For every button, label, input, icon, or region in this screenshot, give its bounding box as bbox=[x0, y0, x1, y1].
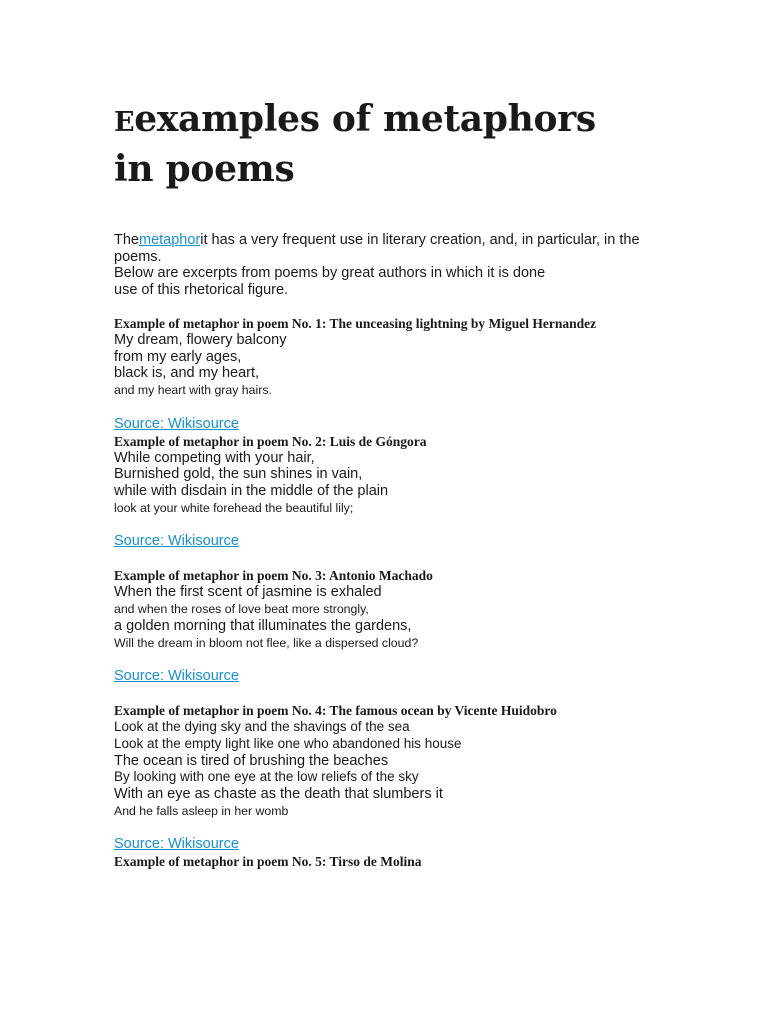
intro-line-1: Themetaphorit has a very frequent use in literary creation, and, in particular, in the poems. bbox=[114, 232, 640, 265]
verse-line: Look at the empty light like one who abandoned his house bbox=[114, 735, 462, 751]
verse-line: By looking with one eye at the low reliefs of the sky bbox=[114, 769, 419, 785]
verse-line: Look at the dying sky and the shavings of the sea bbox=[114, 719, 410, 735]
metaphor-link[interactable]: metaphor bbox=[139, 232, 201, 248]
section-title: Example of metaphor in poem No. 3: Antonio Machado bbox=[114, 568, 433, 584]
verse-line: while with disdain in the middle of the plain bbox=[114, 483, 389, 500]
section-poem-1 bbox=[114, 315, 644, 433]
verse-line: a golden morning that illuminates the gardens, bbox=[114, 617, 412, 634]
verse-line: With an eye as chaste as the death that slumbers it bbox=[114, 786, 443, 803]
verse-line: While competing with your hair, bbox=[114, 449, 315, 466]
section-title: Example of metaphor in poem No. 1: The unceasing lightning by Miguel Hernandez bbox=[114, 315, 597, 331]
source-link[interactable]: Source: Wikisource bbox=[114, 415, 239, 432]
section-poem-3 bbox=[114, 567, 644, 685]
verse-line: black is, and my heart, bbox=[114, 365, 260, 382]
verse-line: My dream, flowery balcony bbox=[114, 331, 287, 348]
verse-line: When the first scent of jasmine is exhaled bbox=[114, 584, 382, 601]
intro-paragraph bbox=[114, 232, 644, 299]
verse-line: The ocean is tired of brushing the beaches bbox=[114, 752, 389, 769]
section-title: Example of metaphor in poem No. 2: Luis de Góngora bbox=[114, 433, 427, 449]
page-title bbox=[114, 96, 644, 192]
title-initial: E bbox=[114, 107, 135, 138]
intro-line-3: use of this rhetorical figure. bbox=[114, 282, 289, 299]
verse-line: Will the dream in bloom not flee, like a dispersed cloud? bbox=[114, 635, 419, 650]
section-poem-2 bbox=[114, 433, 644, 551]
section-title: Example of metaphor in poem No. 5: Tirso de Molina bbox=[114, 854, 422, 870]
source-link[interactable]: Source: Wikisource bbox=[114, 668, 239, 685]
verse-line: from my early ages, bbox=[114, 348, 242, 365]
section-title: Example of metaphor in poem No. 4: The famous ocean by Vicente Huidobro bbox=[114, 703, 557, 719]
section-poem-4 bbox=[114, 702, 644, 853]
source-link[interactable]: Source: Wikisource bbox=[114, 836, 239, 853]
title-text: examples of metaphors in poems bbox=[114, 98, 596, 190]
intro-line-2: Below are excerpts from poems by great authors in which it is done bbox=[114, 265, 546, 282]
verse-line: look at your white forehead the beautiful lily; bbox=[114, 500, 354, 515]
section-poem-5 bbox=[114, 853, 644, 870]
source-link[interactable]: Source: Wikisource bbox=[114, 533, 239, 550]
verse-line: and my heart with gray hairs. bbox=[114, 382, 272, 397]
verse-line: Burnished gold, the sun shines in vain, bbox=[114, 466, 363, 483]
document-page bbox=[114, 96, 644, 870]
verse-line: and when the roses of love beat more strongly, bbox=[114, 602, 369, 617]
verse-line: And he falls asleep in her womb bbox=[114, 803, 289, 818]
